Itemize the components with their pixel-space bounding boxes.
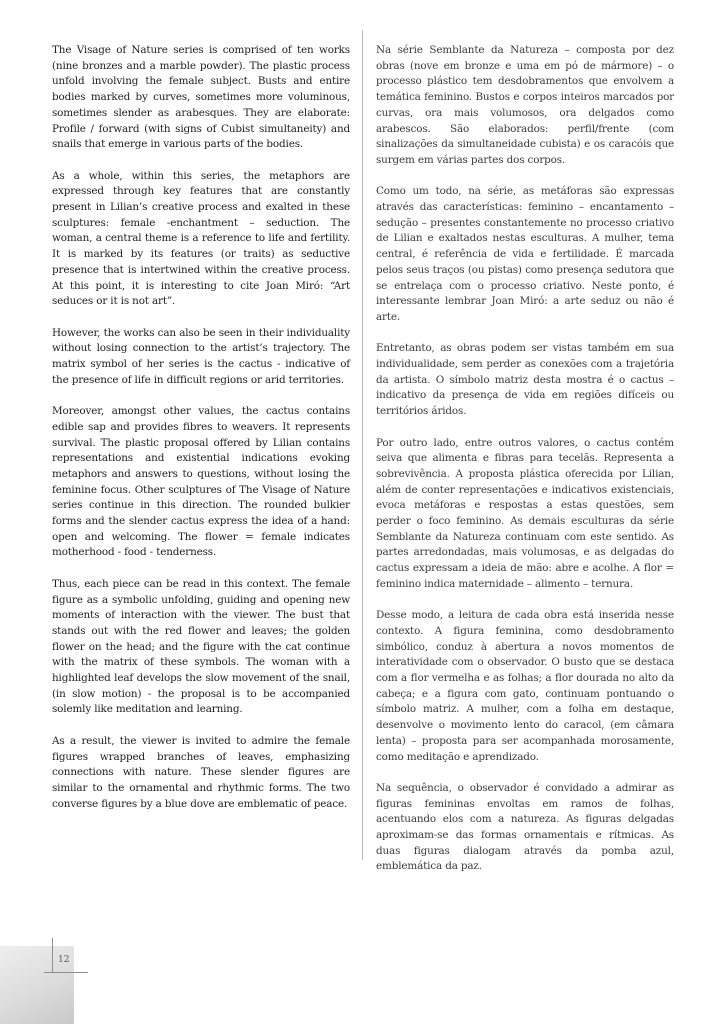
english-paragraph: Thus, each piece can be read in this context. The female figure as a symbolic unfolding, guiding and opening new moments of interaction with the viewer. The bust that stands out with the red flower and leaves; the golden flower on the head; and the figure with the cat continue with the matrix of these symbols. The woman with a highlighted leaf develops the slow movement of the snail, (in slow motion) - the proposal is to be accompanied solemly like meditation and learning. — [52, 577, 350, 716]
portuguese-paragraph: Desse modo, a leitura de cada obra está inserida nesse contexto. A figura feminina, como desdobramento simbólico, conduz à abertura a novos momentos de interatividade com o observador. O busto que se destaca com a flor vermelha e as folhas; a flor dourada no alto da cabeça; e a figura com gato, continuam pontuando o símbolo matriz. A mulher, com a folha em destaque, desenvolve o movimento lento do caracol, (em câmara lenta) – proposta para ser acompanhada morosamente, como meditação e aprendizado. — [376, 609, 674, 763]
english-paragraph: As a result, the viewer is invited to admire the female figures wrapped branches of leaves, emphasizing connections with nature. These slender figures are similar to the ornamental and rhythmic forms. The two converse figures by a blue dove are emblematic of peace. — [52, 734, 350, 810]
corner-vertical-rule — [52, 938, 53, 972]
english-paragraph: Moreover, amongst other values, the cactus contains edible sap and provides fibres to weavers. It represents survival. The plastic proposal offered by Lilian contains representations and existential indications evoking metaphors and answers to questions, without losing the feminine focus. Other sculptures of The Visage of Nature series continue in this direction. The rounded bulkier forms and the slender cactus express the idea of a hand: open and welcoming. The flower = female indicates motherhood - food - tenderness. — [52, 405, 350, 559]
column-divider — [362, 30, 363, 860]
corner-horizontal-rule — [44, 972, 88, 973]
page-number: 12 — [58, 955, 70, 965]
portuguese-paragraph: Como um todo, na série, as metáforas são expressas através das características: feminino – encantamento – sedução – presentes constantemente no processo criativo de Lilian e exaltados nestas esculturas. A mulher, tema central, é referência de vida e fertilidade. É marcada pelos seus traços (ou pistas) como presença sedutora que se entrelaça com o processo criativo. Neste ponto, é interessante lembrar Joan Miró: a arte seduz ou não é arte. — [376, 185, 674, 323]
english-paragraph: As a whole, within this series, the metaphors are expressed through key features that are constantly present in Lilian’s creative process and exalted in these sculptures: female -enchantment – seduction. The woman, a central theme is a reference to life and fertility. It is marked by its features (or traits) as seductive presence that is intertwined within the creative process. At this point, it is interesting to cite Joan Miró: “Art seduces or it is not art”. — [52, 169, 350, 308]
portuguese-paragraph: Na série Semblante da Natureza – composta por dez obras (nove em bronze e uma em pó de mármore) – o processo plástico tem desdobramentos que envolvem a temática feminino. Bustos e corpos inteiros marcados por curvas, ora mais volumosos, ora delgados como arabescos. São elaborados: perfil/frente (com sinalizações da simultaneidade cubista) e os caracóis que surgem em várias partes dos corpos. — [376, 44, 674, 166]
english-column — [52, 43, 350, 828]
portuguese-paragraph: Na sequência, o observador é convidado a admirar as figuras femininas envoltas em ramos de folhas, acentuando elos com a natureza. As figuras delgadas aproximam-se das formas ornamentais e rítmicas. As duas figuras dialogam através da pomba azul, emblemática da paz. — [376, 781, 674, 873]
english-paragraph: The Visage of Nature series is comprised of ten works (nine bronzes and a marble powder). The plastic process unfold involving the female subject. Busts and entire bodies marked by curves, sometimes more voluminous, sometimes slender as arabesques. They are elaborate: Profile / forward (with signs of Cubist simultaneity) and snails that emerge in various parts of the bodies. — [52, 44, 350, 151]
english-paragraph: However, the works can also be seen in their individuality without losing connection to the artist’s trajectory. The matrix symbol of her series is the cactus - indicative of the presence of life in difficult regions or arid territories. — [52, 326, 350, 386]
portuguese-paragraph: Entretanto, as obras podem ser vistas também em sua individualidade, sem perder as conexões com a trajetória da artista. O símbolo matriz desta mostra é o cactus – indicativo da presença de vida em regiões difíceis ou territórios áridos. — [376, 342, 674, 418]
portuguese-paragraph: Por outro lado, entre outros valores, o cactus contém seiva que alimenta e fibras para tecelãs. Representa a sobrevivência. A proposta plástica oferecida por Lilian, além de conter representações e indicativos existenciais, evoca metáforas e respostas a estas questões, sem perder o foco feminino. As demais esculturas da série Semblante da Natureza continuam com este sentido. As partes arredondadas, mais volumosas, e as delgadas do cactus expressam a ideia de mão: abre e acolhe. A flor = feminino indica maternidade – alimento – ternura. — [376, 436, 674, 590]
portuguese-column — [376, 43, 674, 891]
